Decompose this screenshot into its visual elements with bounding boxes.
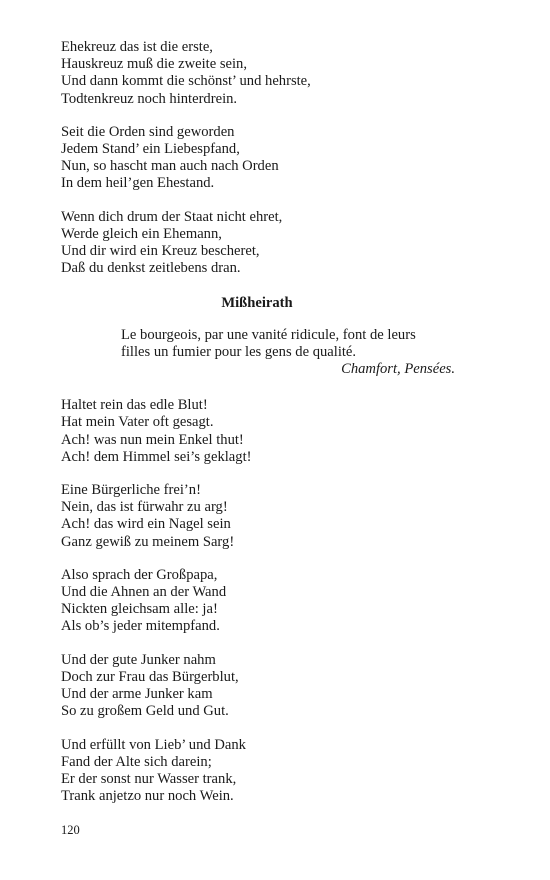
verse-line: Und der arme Junker kam [61,686,213,703]
verse-line: So zu großem Geld und Gut. [61,703,229,720]
stanza [61,397,461,466]
verse-line: Und die Ahnen an der Wand [61,584,227,601]
stanza [61,209,461,278]
verse-line: Wenn dich drum der Staat nicht ehret, [61,208,283,225]
verse-line: Und erfüllt von Lieb’ und Dank [61,736,246,753]
verse-line: Jedem Stand’ ein Liebespfand, [61,141,240,158]
verse-line: Hat mein Vater oft gesagt. [61,414,214,431]
epigraph-source: Chamfort, Pensées. [341,361,455,378]
verse-line: Nickten gleichsam alle: ja! [61,601,218,618]
stanza [61,124,461,193]
verse-line: Werde gleich ein Ehemann, [61,225,222,242]
verse-line: Todtenkreuz noch hinterdrein. [61,90,238,107]
verse-line: Haltet rein das edle Blut! [61,397,208,414]
epigraph-line: filles un fumier pour les gens de qualité. [121,343,357,360]
verse-line: In dem heil’gen Ehestand. [61,175,215,192]
stanza [61,737,461,806]
verse-line: Und dann kommt die schönst’ und hehrste, [61,73,311,90]
verse-line: Und der gute Junker nahm [61,651,216,668]
verse-line: Also sprach der Großpapa, [61,566,218,583]
stanza [61,567,461,636]
verse-line: Nun, so hascht man auch nach Orden [61,158,279,175]
verse-line: Trank anjetzo nur noch Wein. [61,788,234,805]
verse-line: Fand der Alte sich darein; [61,753,212,770]
stanza [61,482,461,551]
epigraph-line: Le bourgeois, par une vanité ridicule, font de leurs [121,326,416,343]
verse-line: Als ob’s jeder mitempfand. [61,618,220,635]
epigraph [121,327,455,379]
verse-line: Ach! das wird ein Nagel sein [61,516,231,533]
verse-line: Ach! dem Himmel sei’s geklagt! [61,448,252,465]
verse-line: Ganz gewiß zu meinem Sarg! [61,533,235,550]
verse-line: Und dir wird ein Kreuz bescheret, [61,243,260,260]
verse-line: Nein, das ist fürwahr zu arg! [61,499,228,516]
verse-line: Er der sonst nur Wasser trank, [61,770,237,787]
poem-title: Mißheirath [221,295,293,312]
stanza [61,39,461,108]
verse-line: Hauskreuz muß die zweite sein, [61,56,248,73]
verse-line: Doch zur Frau das Bürgerblut, [61,668,239,685]
verse-line: Daß du denkst zeitlebens dran. [61,260,241,277]
verse-line: Eine Bürgerliche frei’n! [61,482,201,499]
verse-line: Seit die Orden sind geworden [61,123,235,140]
stanza [61,652,461,721]
verse-line: Ehekreuz das ist die erste, [61,39,213,55]
page-number: 120 [61,823,80,837]
page-text [61,39,461,821]
verse-line: Ach! was nun mein Enkel thut! [61,431,244,448]
